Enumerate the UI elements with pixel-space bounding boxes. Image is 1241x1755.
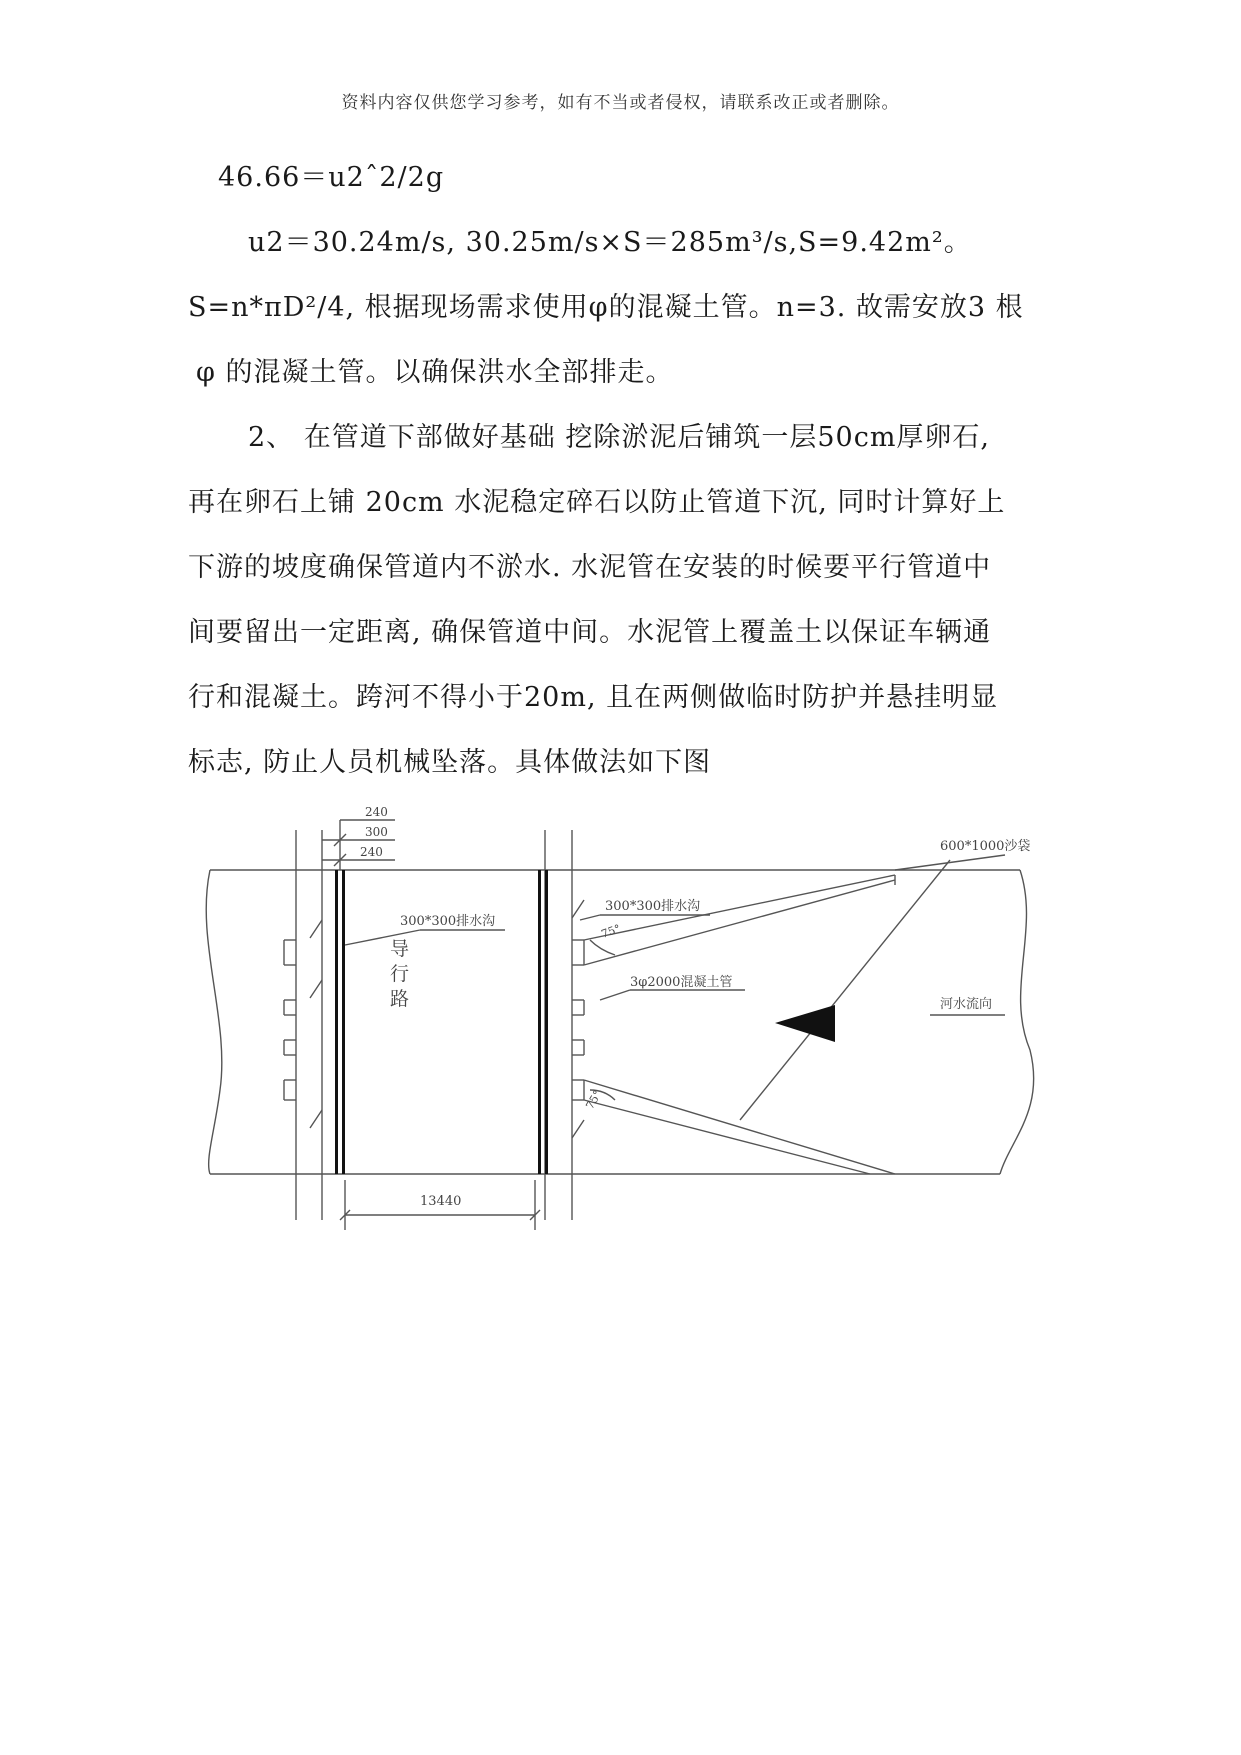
label-angle-bottom: 75° [583, 1088, 605, 1112]
label-angle-top: 75° [599, 921, 623, 941]
right-break-line [1000, 870, 1034, 1174]
leader-ditch-right [580, 915, 600, 920]
header-note: 资料内容仅供您学习参考，如有不当或者侵权，请联系改正或者删除。 [341, 93, 900, 113]
leader-sandbag [895, 855, 1005, 870]
angle-arc-top [590, 940, 615, 955]
paragraph-line: φ 的混凝土管。以确保洪水全部排走。 [196, 357, 674, 388]
paragraph-line: 间要留出一定距离, 确保管道中间。水泥管上覆盖土以保证车辆通 [188, 617, 992, 648]
construction-diagram [0, 790, 1241, 1240]
paragraph-line: 2、 在管道下部做好基础 挖除淤泥后铺筑一层50cm厚卵石, [248, 422, 991, 453]
upper-wing-wall-2 [584, 880, 895, 965]
label-flow: 河水流向 [940, 997, 993, 1012]
dim-label-240-top: 240 [365, 805, 388, 819]
dim-label-240-bottom: 240 [360, 845, 383, 859]
label-road-1: 导 [390, 938, 410, 960]
lower-wing-wall-2 [584, 1100, 870, 1174]
lower-wing-wall-1 [584, 1080, 895, 1174]
sandbag-line [740, 860, 950, 1120]
formula-line-2: u2＝30.24m/s, 30.25m/s×S＝285m³/s,S=9.42m²。 [248, 227, 972, 258]
label-ditch-left: 300*300排水沟 [400, 914, 496, 929]
dim-label-13440: 13440 [420, 1194, 462, 1209]
right-slots [572, 900, 584, 1138]
paragraph-line: 再在卵石上铺 20cm 水泥稳定碎石以防止管道下沉, 同时计算好上 [188, 487, 1006, 518]
paragraph-line: 下游的坡度确保管道内不淤水. 水泥管在安装的时候要平行管道中 [188, 552, 992, 583]
left-break-line [206, 870, 222, 1174]
label-pipe: 3φ2000混凝土管 [630, 975, 733, 990]
label-road-2: 行 [390, 963, 410, 985]
formula-line-1: 46.66＝u2ˆ2/2g [218, 162, 445, 193]
leader-pipe [600, 990, 630, 1000]
label-road-3: 路 [390, 988, 410, 1010]
dim-label-300: 300 [365, 825, 388, 839]
left-slots [284, 920, 322, 1128]
label-ditch-right: 300*300排水沟 [605, 899, 701, 914]
flow-arrow-icon [775, 1005, 835, 1042]
paragraph-line: 标志, 防止人员机械坠落。具体做法如下图 [188, 747, 712, 778]
paragraph-line: S=n*πD²/4, 根据现场需求使用φ的混凝土管。n=3. 故需安放3 根 [188, 292, 1024, 323]
label-sandbag: 600*1000沙袋 [940, 839, 1031, 854]
paragraph-line: 行和混凝土。跨河不得小于20m, 且在两侧做临时防护并悬挂明显 [188, 682, 999, 713]
